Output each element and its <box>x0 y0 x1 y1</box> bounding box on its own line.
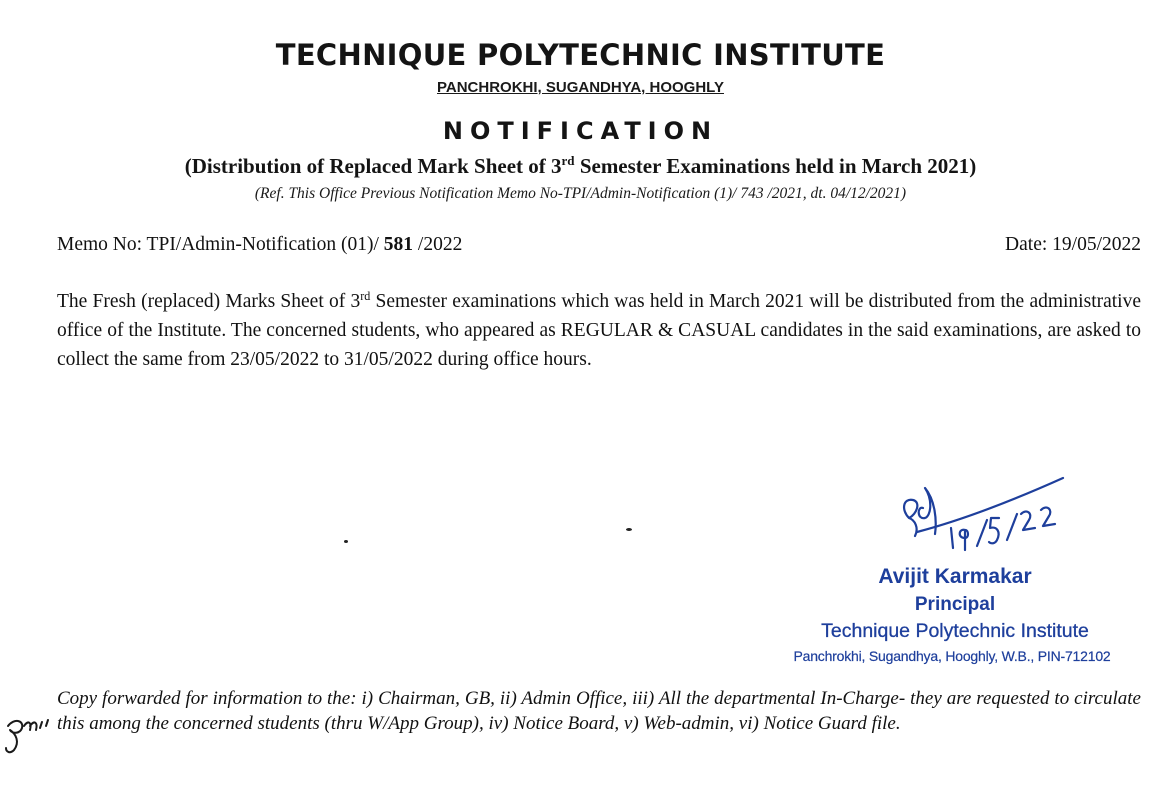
memo-prefix: Memo No: TPI/Admin-Notification (01)/ <box>57 234 384 255</box>
stamp-institute-name: Technique Polytechnic Institute <box>821 620 1089 642</box>
institute-address: PANCHROKHI, SUGANDHYA, HOOGHLY <box>437 79 724 96</box>
memo-number-line <box>57 234 462 256</box>
handwritten-signature <box>895 470 1075 560</box>
handwritten-initial <box>2 712 58 762</box>
signatory-designation: Principal <box>914 594 996 615</box>
copy-forwarded-note: Copy forwarded for information to the: i) Chairman, GB, ii) Admin Office, iii) All the departmental In-Charge- they are requested to circulate this among the concerned students (thru W/App Group), iv) Notice Board, v) Web-admin, vi) Notice Guard file. <box>57 688 1141 734</box>
memo-date: Date: 19/05/2022 <box>1005 234 1141 255</box>
scan-speck <box>344 540 348 543</box>
notification-heading: NOTIFICATION <box>442 117 719 145</box>
signatory-name: Avijit Karmakar <box>878 565 1032 588</box>
notice-body <box>57 287 1141 374</box>
notification-reference: (Ref. This Office Previous Notification Memo No-TPI/Admin-Notification (1)/ 743 /2021, dt. 04/12/2021) <box>254 185 907 202</box>
stamp-address: Panchrokhi, Sugandhya, Hooghly, W.B., PIN-712102 <box>793 648 1111 664</box>
memo-suffix: /2022 <box>413 234 463 255</box>
body-ordinal-suffix: rd <box>360 288 371 303</box>
scan-speck <box>626 528 632 531</box>
institute-name: TECHNIQUE POLYTECHNIC INSTITUTE <box>275 38 886 72</box>
body-text-end: Semester examinations which was held in March 2021 will be distributed from the administrative office of the Institute. The concerned students, who appeared as REGULAR & CASUAL candidates in the said examinations, are asked to collect the same from 23/05/2022 to 31/05/2022 during office hours. <box>57 291 1141 370</box>
subject-ordinal-suffix: rd <box>561 153 575 169</box>
memo-number: 581 <box>383 234 414 255</box>
notification-subject <box>0 154 1161 179</box>
body-text-start: The Fresh (replaced) Marks Sheet of 3 <box>57 291 361 312</box>
subject-text-end: Semester Examinations held in March 2021) <box>574 154 977 178</box>
subject-text-start: (Distribution of Replaced Mark Sheet of 3 <box>184 154 562 178</box>
